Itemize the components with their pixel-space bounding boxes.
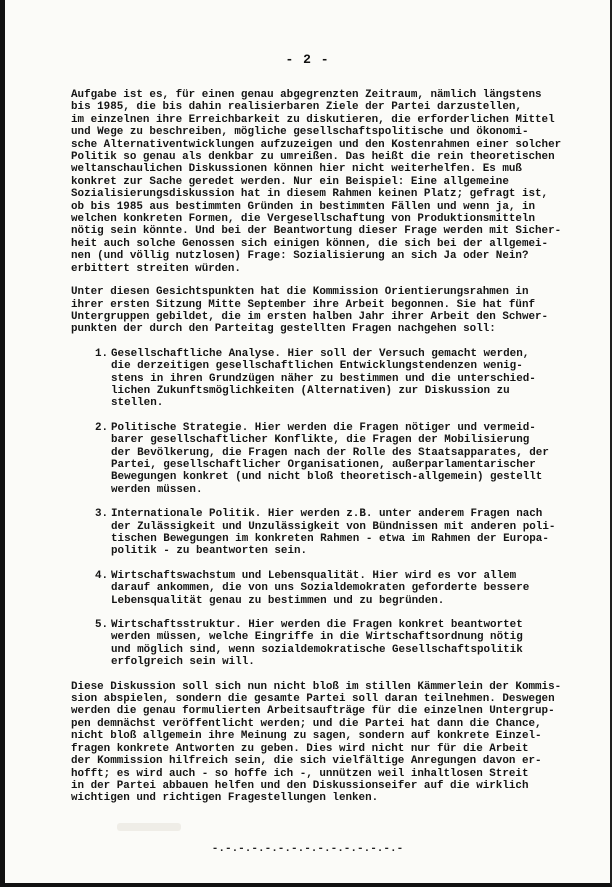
text-line: Aufgabe ist es, für einen genau abgegrenzten Zeitraum, nämlich längstens — [71, 89, 542, 101]
text-line: fragen konkrete Antworten zu geben. Dies wird nicht nur für die Arbeit — [71, 742, 529, 755]
text-line: weltanschaulichen Diskussionen können hier nicht weiterhelfen. Es muß — [71, 163, 522, 176]
text-line: der Zulässigkeit und Unzulässigkeit von Bündnissen mit anderen poli- — [111, 520, 556, 533]
text-line: stens in ihren Grundzügen näher zu bestimmen und die unterschied- — [111, 372, 536, 385]
text-line: stellen. — [111, 397, 164, 410]
text-line: tischen Bewegungen im konkreten Rahmen - etwa im Rahmen der Europa- — [111, 533, 549, 545]
list-item — [71, 570, 611, 607]
text-line: die derzeitigen gesellschaftlichen Entwicklungstendenzen wenig- — [111, 360, 523, 373]
text-line: Partei, gesellschaftlicher Organisationen, außerparlamentarischer — [111, 458, 536, 471]
topic-list — [71, 348, 611, 669]
list-item-text — [111, 508, 611, 558]
text-line: Gesellschaftliche Analyse. Hier soll der Versuch gemacht werden, — [111, 347, 530, 360]
text-line: nötig sein könnte. Und bei der Beantwortung dieser Frage werden mit Sicher- — [71, 225, 562, 238]
text-line: werden müssen. — [111, 483, 203, 496]
text-line: Internationale Politik. Hier werden z.B. unter anderem Fragen nach — [111, 508, 543, 521]
list-item-number: 3. — [95, 508, 109, 521]
text-line: Lebensqualität genau zu bestimmen und zu begründen. — [111, 594, 445, 607]
text-line: Bewegungen konkret (und nicht bloß theoretisch-allgemein) gestellt — [111, 471, 543, 484]
list-item — [71, 422, 611, 496]
text-line: sche Alternativentwicklungen aufzuzeigen und den Kostenrahmen einer solcher — [71, 138, 562, 151]
text-line: Politische Strategie. Hier werden die Fragen nötiger und vermeid- — [111, 421, 536, 434]
text-line: bis 1985, die bis dahin realisierbaren Ziele der Partei darzustellen, — [71, 101, 522, 114]
text-line: hofft; es wird auch - so hoffe ich -, unnützen weil inhaltlosen Streit — [71, 767, 529, 780]
list-item — [71, 619, 611, 669]
text-line: Untergruppen gebildet, die im ersten halben Jahr ihrer Arbeit den Schwer- — [71, 310, 549, 323]
list-item-number: 5. — [95, 619, 109, 632]
text-line: Unter diesen Gesichtspunkten hat die Kommission Orientierungsrahmen in — [71, 286, 529, 299]
list-item-text — [111, 348, 611, 410]
list-item-number: 4. — [95, 569, 109, 582]
text-line: ob bis 1985 aus bestimmten Gründen in bestimmten Fällen und wenn ja, in — [71, 200, 536, 213]
list-item-number: 2. — [95, 421, 109, 434]
paragraph-2 — [71, 286, 611, 336]
list-item-text — [111, 619, 611, 669]
paragraph-gap — [71, 275, 611, 286]
text-line: punkten der durch den Parteitag gestellten Fragen nachgehen soll: — [71, 323, 496, 336]
text-line: heit auch solche Genossen sich einigen können, die sich bei der allgemei- — [71, 237, 549, 250]
text-line: im einzelnen ihre Erreichbarkeit zu diskutieren, die erforderlichen Mittel — [71, 113, 555, 126]
text-line: politik - zu beantworten sein. — [111, 545, 308, 558]
text-line: Diese Diskussion soll sich nun nicht bloß im stillen Kämmerlein der Kommis- — [71, 680, 562, 693]
text-line: nicht bloß allgemein ihre Meinung zu sagen, sondern auf konkrete Einzel- — [71, 730, 542, 743]
faint-smudge — [117, 823, 181, 831]
document-body — [71, 89, 611, 805]
list-item — [71, 348, 611, 410]
text-line: ihrer ersten Sitzung Mitte September ihre Arbeit begonnen. Sie hat fünf — [71, 298, 536, 311]
text-line: darauf ankommen, die von uns Sozialdemokraten geforderte bessere — [111, 582, 530, 595]
paragraph-1 — [71, 89, 611, 275]
text-line: sion abspielen, sondern die gesamte Partei soll daran teilnehmen. Deswegen — [71, 693, 555, 706]
text-line: erbittert streiten würden. — [71, 262, 241, 275]
text-line: und Wege zu beschreiben, mögliche gesellschaftspolitische und ökonomi- — [71, 126, 529, 139]
paragraph-gap — [71, 669, 611, 681]
text-line: in der Partei abbauen helfen und den Diskussionseifer auf die wirklich — [71, 779, 529, 792]
text-line: der Kommission hilfreich sein, die sich vielfältige Anregungen davon er- — [71, 755, 542, 768]
list-item-number: 1. — [95, 347, 109, 360]
text-line: konkret zur Sache geredet werden. Nur ein Beispiel: Eine allgemeine — [71, 175, 509, 188]
text-line: nen (und völlig nutzlosen) Frage: Sozialisierung an sich Ja oder Nein? — [71, 250, 529, 263]
text-line: welchen konkreten Formen, die Vergesellschaftung von Produktionsmitteln — [71, 213, 536, 226]
text-line: barer gesellschaftlicher Konflikte, die Fragen der Mobilisierung — [111, 434, 530, 447]
list-item-text — [111, 422, 611, 496]
list-item — [71, 508, 611, 558]
end-rule: -.-.-.-.-.-.-.-.-.-.-.-.-.-.- — [211, 843, 404, 855]
text-line: und möglich sind, wenn sozialdemokratische Gesellschaftspolitik — [111, 643, 523, 656]
page-number: - 2 - — [285, 52, 330, 67]
text-line: werden die genau formulierten Arbeitsaufträge für die einzelnen Untergrup- — [71, 705, 555, 718]
text-line: pen demnächst veröffentlicht werden; und die Partei hat dann die Chance, — [71, 717, 542, 730]
text-line: lichen Zukunftsmöglichkeiten (Alternativen) zur Diskussion zu — [111, 384, 510, 397]
text-line: werden müssen, welche Eingriffe in die Wirtschaftsordnung nötig — [111, 631, 523, 644]
text-line: wichtigen und richtigen Fragestellungen lenken. — [71, 792, 379, 805]
list-item-text — [111, 570, 611, 607]
text-line: der Bevölkerung, die Fragen nach der Rolle des Staatsapparates, der — [111, 446, 549, 459]
text-line: Wirtschaftsstruktur. Hier werden die Fragen konkret beantwortet — [111, 619, 523, 632]
text-line: Politik so genau als denkbar zu umreißen. Das heißt die rein theoretischen — [71, 151, 555, 164]
paragraph-3 — [71, 681, 611, 805]
text-line: Wirtschaftswachstum und Lebensqualität. Hier wird es vor allem — [111, 569, 517, 582]
text-line: erfolgreich sein will. — [111, 656, 255, 669]
text-line: Sozialisierungsdiskussion hat in diesem Rahmen keinen Platz; gefragt ist, — [71, 188, 549, 201]
